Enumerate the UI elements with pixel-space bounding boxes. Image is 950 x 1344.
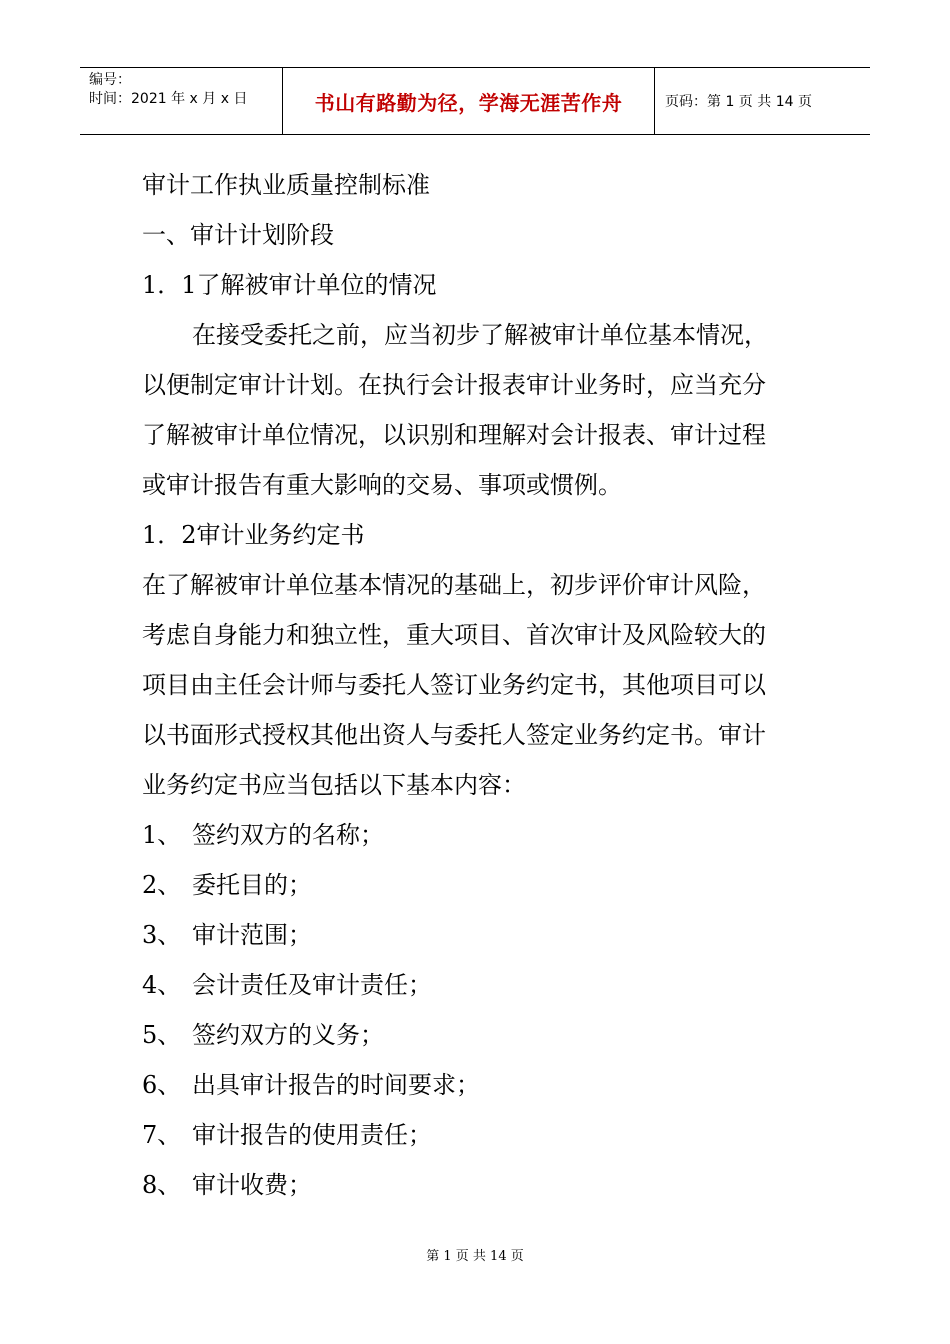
list-item bbox=[142, 1110, 822, 1160]
list-item-text: 委托目的； bbox=[192, 871, 312, 899]
subsection-heading: 1．1了解被审计单位的情况 bbox=[142, 271, 437, 299]
header-meta-cell bbox=[80, 68, 283, 134]
paragraph-line: 业务约定书应当包括以下基本内容： bbox=[142, 771, 526, 799]
document-body bbox=[142, 160, 822, 1210]
list-item-text: 签约双方的义务； bbox=[192, 1021, 384, 1049]
list-item-number: 3、 bbox=[142, 921, 182, 949]
list-item-number: 5、 bbox=[142, 1021, 182, 1049]
list-item-text: 审计报告的使用责任； bbox=[192, 1121, 432, 1149]
list-item-text: 审计范围； bbox=[192, 921, 312, 949]
header-page-info: 页码：第 1 页 共 14 页 bbox=[665, 94, 812, 110]
list-item bbox=[142, 910, 822, 960]
paragraph-line: 在了解被审计单位基本情况的基础上，初步评价审计风险， bbox=[142, 571, 766, 599]
document-title: 审计工作执业质量控制标准 bbox=[142, 171, 430, 199]
list-item-number: 2、 bbox=[142, 871, 182, 899]
paragraph-line: 考虑自身能力和独立性，重大项目、首次审计及风险较大的 bbox=[142, 621, 766, 649]
paragraph-line: 了解被审计单位情况，以识别和理解对会计报表、审计过程 bbox=[142, 421, 766, 449]
list-item bbox=[142, 810, 822, 860]
list-item-text: 审计收费； bbox=[192, 1171, 312, 1199]
list-item-text: 签约双方的名称； bbox=[192, 821, 384, 849]
header-number-label: 编号： bbox=[89, 72, 131, 88]
list-item bbox=[142, 1060, 822, 1110]
list-item-text: 出具审计报告的时间要求； bbox=[192, 1071, 480, 1099]
list-item-number: 1、 bbox=[142, 821, 182, 849]
list-item bbox=[142, 1010, 822, 1060]
list-item-number: 7、 bbox=[142, 1121, 182, 1149]
paragraph-line: 以便制定审计计划。在执行会计报表审计业务时，应当充分 bbox=[142, 371, 766, 399]
page-header bbox=[80, 67, 870, 135]
subsection-heading: 1．2审计业务约定书 bbox=[142, 521, 365, 549]
footer-page-number: 第 1 页 共 14 页 bbox=[426, 1249, 524, 1264]
paragraph-line: 以书面形式授权其他出资人与委托人签定业务约定书。审计 bbox=[142, 721, 766, 749]
list-item bbox=[142, 960, 822, 1010]
page-footer bbox=[0, 1245, 950, 1264]
paragraph-line: 在接受委托之前，应当初步了解被审计单位基本情况， bbox=[192, 321, 768, 349]
list-item bbox=[142, 860, 822, 910]
header-time-label: 时间：2021 年 x 月 x 日 bbox=[89, 91, 248, 107]
header-motto-cell bbox=[283, 68, 655, 134]
list-item-number: 4、 bbox=[142, 971, 182, 999]
list-item-number: 6、 bbox=[142, 1071, 182, 1099]
list-item-text: 会计责任及审计责任； bbox=[192, 971, 432, 999]
header-page-cell bbox=[655, 68, 870, 134]
header-motto: 书山有路勤为径，学海无涯苦作舟 bbox=[314, 90, 623, 115]
list-item bbox=[142, 1160, 822, 1210]
paragraph-line: 项目由主任会计师与委托人签订业务约定书，其他项目可以 bbox=[142, 671, 766, 699]
section-heading: 一、审计计划阶段 bbox=[142, 221, 334, 249]
paragraph-line: 或审计报告有重大影响的交易、事项或惯例。 bbox=[142, 471, 622, 499]
list-item-number: 8、 bbox=[142, 1171, 182, 1199]
